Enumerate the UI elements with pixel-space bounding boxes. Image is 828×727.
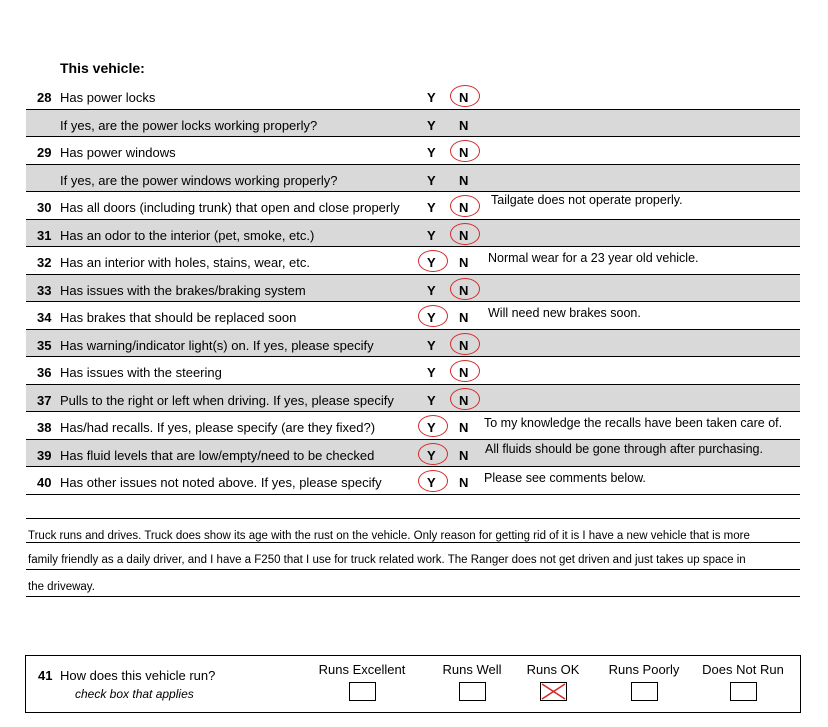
yes-circle-mark — [418, 305, 448, 327]
question-text: Has warning/indicator light(s) on. If yes, please specify — [60, 337, 374, 353]
question-list — [26, 82, 800, 495]
yes-circle-mark — [418, 415, 448, 437]
no-circle-mark — [450, 140, 480, 162]
yes-option[interactable]: Y — [427, 117, 436, 133]
question-text: Has power locks — [60, 90, 156, 105]
question-row — [26, 247, 800, 275]
yes-option[interactable]: Y — [427, 282, 436, 298]
question-number: 32 — [37, 255, 52, 270]
no-option[interactable]: N — [459, 420, 469, 435]
no-circle-mark — [450, 223, 480, 245]
question-text: Has/had recalls. If yes, please specify (are they fixed?) — [60, 420, 376, 435]
question-text: Has other issues not noted above. If yes, please specify — [60, 475, 382, 490]
no-circle-mark — [450, 388, 480, 410]
yes-circle-mark — [418, 443, 448, 465]
question-text: If yes, are the power locks working properly? — [60, 117, 318, 133]
question-text: Has issues with the brakes/braking system — [60, 282, 306, 298]
question-row — [26, 165, 800, 193]
run-option-checkbox[interactable] — [631, 682, 658, 701]
question-row — [26, 467, 800, 495]
question-text: Has an odor to the interior (pet, smoke, etc.) — [60, 227, 315, 243]
question-text: Has brakes that should be replaced soon — [60, 310, 297, 325]
no-option[interactable]: N — [459, 117, 469, 133]
run-option-checkbox[interactable] — [349, 682, 376, 701]
question-number: 28 — [37, 90, 52, 105]
question-number: 38 — [37, 420, 52, 435]
no-option[interactable]: N — [459, 475, 469, 490]
run-option-checkbox[interactable] — [730, 682, 757, 701]
question-number: 35 — [37, 337, 52, 353]
question-row — [26, 412, 800, 440]
yes-circle-mark — [418, 250, 448, 272]
question-number: 30 — [37, 200, 52, 215]
question-text: Has power windows — [60, 145, 176, 160]
comment-line: family friendly as a daily driver, and I have a F250 that I use for truck related work. The Ranger does not get driven and just takes up space in — [26, 543, 800, 570]
check-cross-icon — [541, 683, 566, 700]
yes-option[interactable]: Y — [427, 365, 436, 380]
comments-area — [26, 518, 800, 597]
yes-option[interactable]: Y — [427, 337, 436, 353]
yes-option[interactable]: Y — [427, 255, 436, 270]
no-option[interactable]: N — [459, 282, 469, 298]
answer-comment: Normal wear for a 23 year old vehicle. — [488, 251, 699, 265]
yes-option[interactable]: Y — [427, 475, 436, 490]
question-text: Has all doors (including trunk) that open and close properly — [60, 200, 400, 215]
question-text: Has an interior with holes, stains, wear, etc. — [60, 255, 311, 270]
yes-option[interactable]: Y — [427, 227, 436, 243]
answer-comment: All fluids should be gone through after purchasing. — [485, 441, 763, 456]
no-circle-mark — [450, 85, 480, 107]
no-option[interactable]: N — [459, 365, 469, 380]
run-option-label: Runs Excellent — [318, 662, 406, 677]
run-option-checkbox[interactable] — [540, 682, 567, 701]
yes-circle-mark — [418, 470, 448, 492]
yes-option[interactable]: Y — [427, 310, 436, 325]
yes-option[interactable]: Y — [427, 90, 436, 105]
no-circle-mark — [450, 195, 480, 217]
no-circle-mark — [450, 333, 480, 355]
run-option-label: Runs Poorly — [608, 662, 680, 677]
question-row — [26, 357, 800, 385]
no-option[interactable]: N — [459, 337, 469, 353]
question-number: 29 — [37, 145, 52, 160]
question-row — [26, 110, 800, 138]
run-option-label: Does Not Run — [702, 662, 784, 677]
no-option[interactable]: N — [459, 255, 469, 270]
answer-comment: Please see comments below. — [484, 471, 646, 485]
answer-comment: Tailgate does not operate properly. — [491, 193, 683, 207]
run-option-label: Runs OK — [526, 662, 580, 677]
question-number: 31 — [37, 227, 52, 243]
question-row — [26, 137, 800, 165]
answer-comment: Will need new brakes soon. — [488, 306, 641, 320]
question-number: 40 — [37, 475, 52, 490]
yes-option[interactable]: Y — [427, 392, 436, 408]
question-number: 34 — [37, 310, 52, 325]
yes-option[interactable]: Y — [427, 420, 436, 435]
no-option[interactable]: N — [459, 447, 469, 463]
question-row — [26, 192, 800, 220]
question-row — [26, 385, 800, 413]
question-row — [26, 82, 800, 110]
comment-line: Truck runs and drives. Truck does show its age with the rust on the vehicle. Only reason for getting rid of it is I have a new vehicle that is more — [26, 518, 800, 543]
run-option-label: Runs Well — [442, 662, 502, 677]
no-option[interactable]: N — [459, 90, 469, 105]
no-option[interactable]: N — [459, 172, 469, 188]
question-text: How does this vehicle run? — [60, 668, 216, 683]
question-hint: check box that applies — [75, 687, 194, 701]
no-option[interactable]: N — [459, 200, 469, 215]
question-text: Has issues with the steering — [60, 365, 222, 380]
yes-option[interactable]: Y — [427, 172, 436, 188]
question-row — [26, 440, 800, 468]
question-row — [26, 220, 800, 248]
question-text: If yes, are the power windows working properly? — [60, 172, 338, 188]
no-option[interactable]: N — [459, 310, 469, 325]
no-circle-mark — [450, 360, 480, 382]
run-option-checkbox[interactable] — [459, 682, 486, 701]
yes-option[interactable]: Y — [427, 200, 436, 215]
question-row — [26, 275, 800, 303]
question-number: 37 — [37, 392, 52, 408]
no-option[interactable]: N — [459, 392, 469, 408]
question-text: Pulls to the right or left when driving. If yes, please specify — [60, 392, 394, 408]
no-circle-mark — [450, 278, 480, 300]
question-number: 39 — [37, 447, 52, 463]
yes-option[interactable]: Y — [427, 145, 436, 160]
question-row — [26, 330, 800, 358]
question-number: 36 — [37, 365, 52, 380]
question-text: Has fluid levels that are low/empty/need to be checked — [60, 447, 375, 463]
yes-option[interactable]: Y — [427, 447, 436, 463]
question-row — [26, 302, 800, 330]
question-number: 33 — [37, 282, 52, 298]
run-condition-question — [25, 655, 801, 713]
no-option[interactable]: N — [459, 145, 469, 160]
no-option[interactable]: N — [459, 227, 469, 243]
section-title: This vehicle: — [60, 60, 145, 76]
answer-comment: To my knowledge the recalls have been taken care of. — [484, 416, 783, 430]
comment-line: the driveway. — [26, 570, 800, 597]
question-number: 41 — [38, 668, 53, 683]
